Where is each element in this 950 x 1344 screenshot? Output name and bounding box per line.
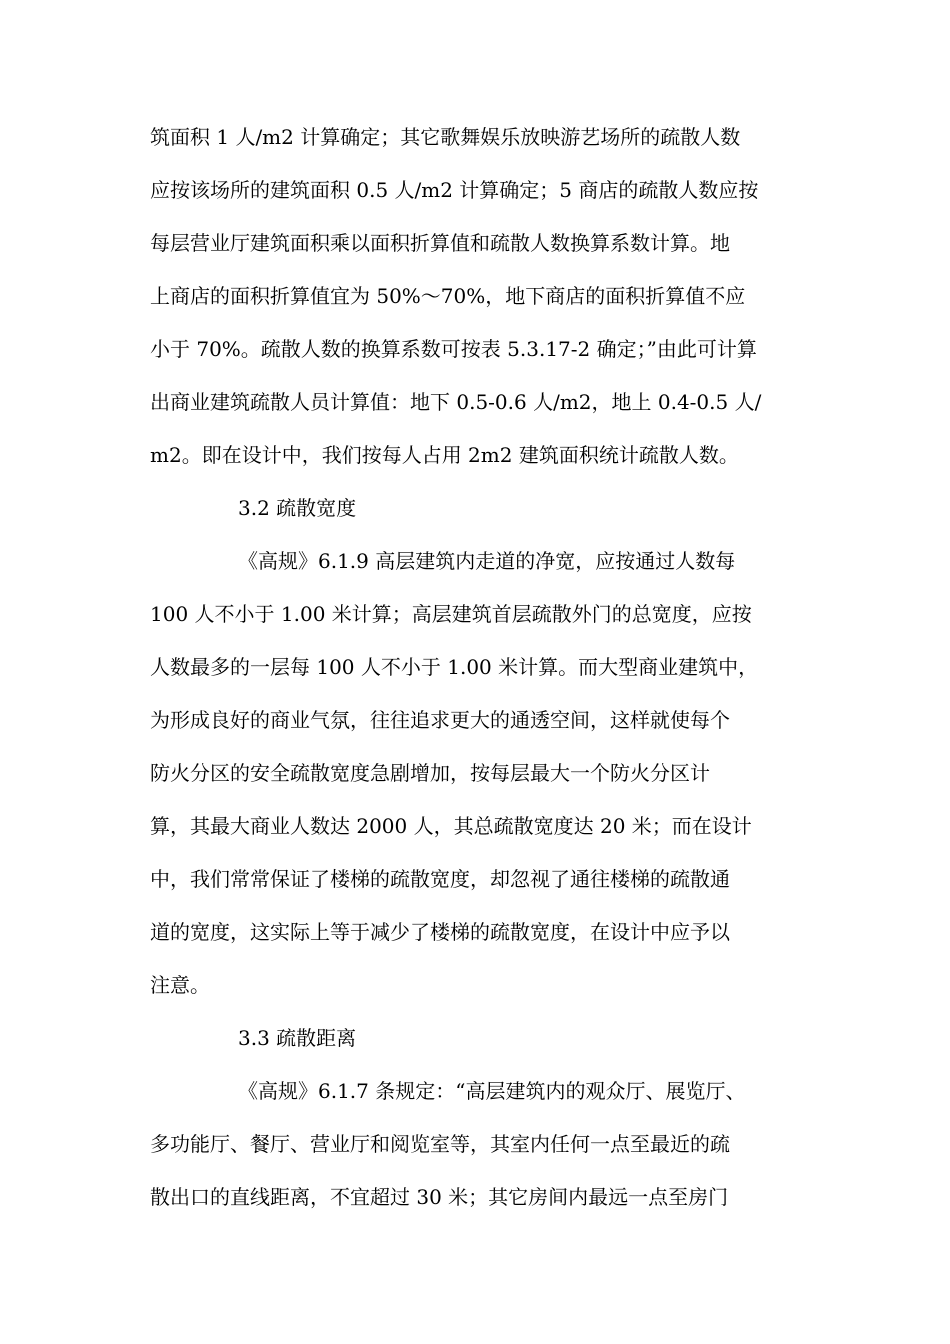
text-line: 出商业建筑疏散人员计算值：地下 0.5-0.6 人/m2，地上 0.4-0.5 人/ [150, 390, 762, 414]
section-heading-3-3: 3.3 疏散距离 [238, 1026, 357, 1050]
text-line: 小于 70%。疏散人数的换算系数可按表 5.3.17-2 确定；”由此可计算 [150, 337, 757, 361]
text-line: 《高规》6.1.7 条规定：“高层建筑内的观众厅、展览厅、 [238, 1079, 746, 1103]
text-line: 注意。 [150, 973, 210, 997]
text-line: 散出口的直线距离，不宜超过 30 米；其它房间内最远一点至房门 [150, 1185, 729, 1209]
text-line: 《高规》6.1.9 高层建筑内走道的净宽，应按通过人数每 [238, 549, 736, 573]
text-line: 应按该场所的建筑面积 0.5 人/m2 计算确定；5 商店的疏散人数应按 [150, 178, 759, 202]
text-line: 100 人不小于 1.00 米计算；高层建筑首层疏散外门的总宽度，应按 [150, 602, 752, 626]
text-line: 道的宽度，这实际上等于减少了楼梯的疏散宽度，在设计中应予以 [150, 920, 730, 944]
text-line: 算，其最大商业人数达 2000 人，其总疏散宽度达 20 米；而在设计 [150, 814, 752, 838]
text-line: 防火分区的安全疏散宽度急剧增加，按每层最大一个防火分区计 [150, 761, 710, 785]
text-line: 中，我们常常保证了楼梯的疏散宽度，却忽视了通往楼梯的疏散通 [150, 867, 730, 891]
text-line: 筑面积 1 人/m2 计算确定；其它歌舞娱乐放映游艺场所的疏散人数 [150, 125, 741, 149]
text-line: m2。即在设计中，我们按每人占用 2m2 建筑面积统计疏散人数。 [150, 443, 739, 467]
text-line: 为形成良好的商业气氛，往往追求更大的通透空间，这样就使每个 [150, 708, 730, 732]
text-line: 多功能厅、餐厅、营业厅和阅览室等，其室内任何一点至最近的疏 [150, 1132, 730, 1156]
text-line: 每层营业厅建筑面积乘以面积折算值和疏散人数换算系数计算。地 [150, 231, 730, 255]
text-line: 人数最多的一层每 100 人不小于 1.00 米计算。而大型商业建筑中， [150, 655, 759, 679]
section-heading-3-2: 3.2 疏散宽度 [238, 496, 357, 520]
text-line: 上商店的面积折算值宜为 50%～70%，地下商店的面积折算值不应 [150, 284, 746, 308]
